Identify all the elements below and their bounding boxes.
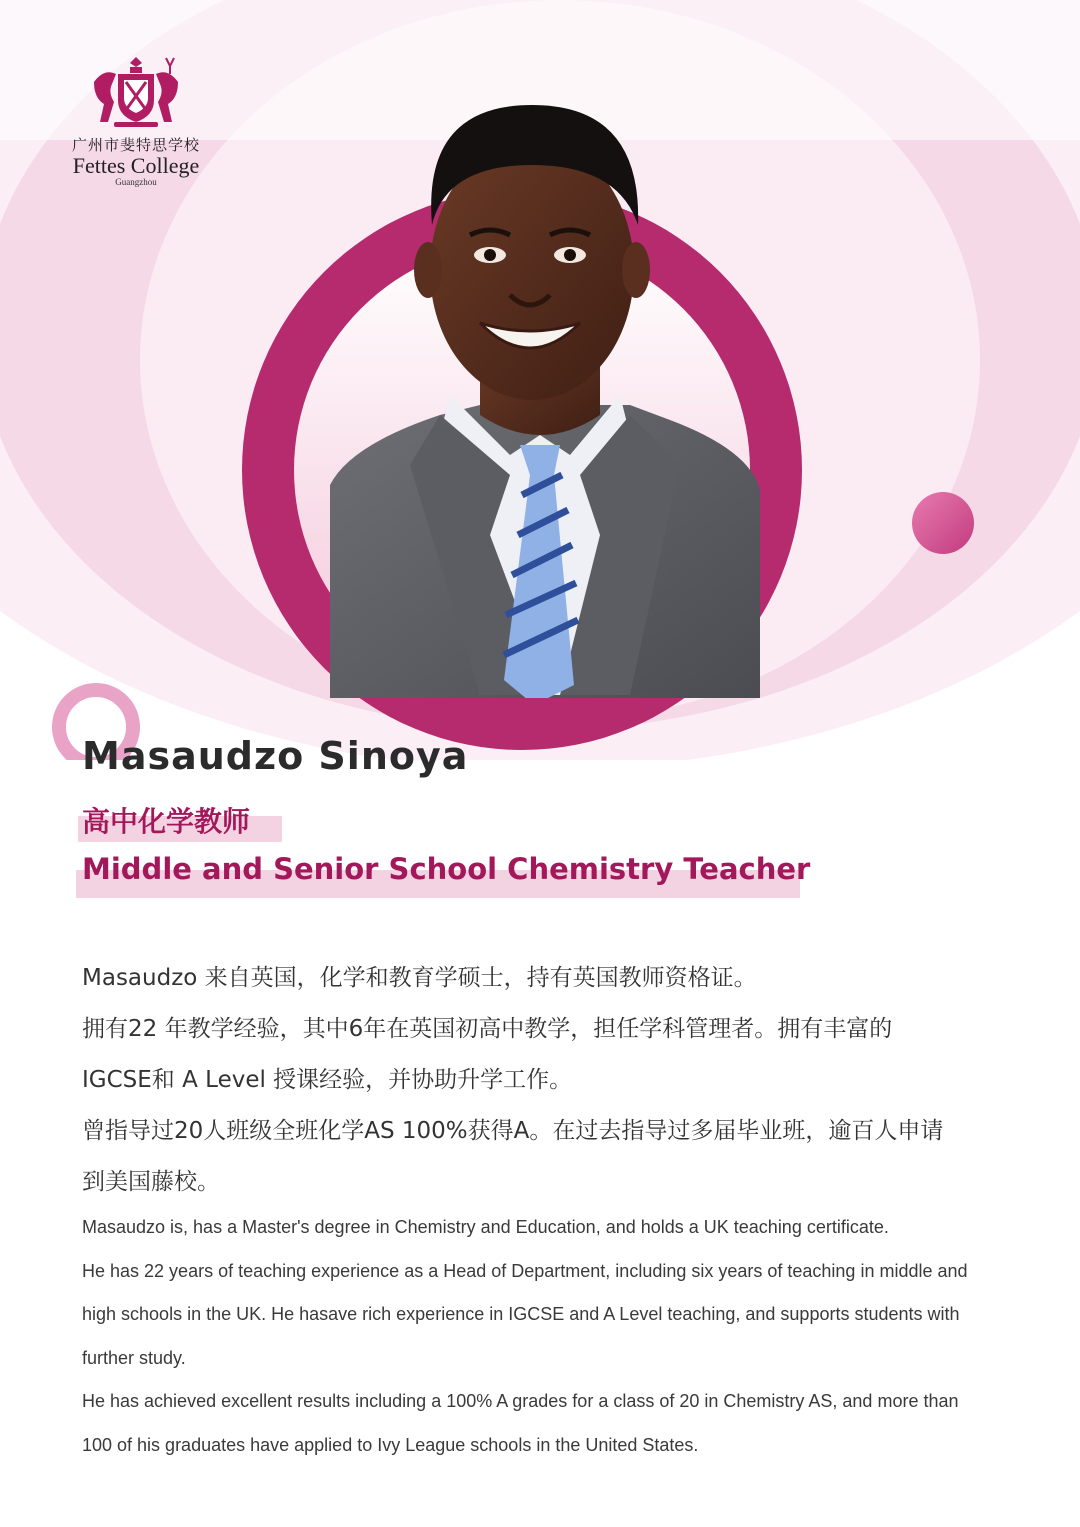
- bio-en-line: Masaudzo is, has a Master's degree in Chemistry and Education, and holds a UK teaching certificate.: [82, 1217, 889, 1237]
- bio-en-line: He has achieved excellent results including a 100% A grades for a class of 20 in Chemistry AS, and more than: [82, 1391, 959, 1411]
- decorative-dot: [912, 492, 974, 554]
- school-logo: [56, 52, 216, 187]
- school-city: Guangzhou: [115, 177, 157, 187]
- teacher-role-cn: 高中化学教师: [82, 805, 251, 838]
- bio-en-line: 100 of his graduates have applied to Ivy League schools in the United States.: [82, 1434, 699, 1455]
- bio-en-line: further study.: [82, 1347, 186, 1368]
- bio-cn-line: IGCSE和 A Level 授课经验，并协助升学工作。: [82, 1067, 573, 1093]
- school-name-cn: 广州市斐特思学校: [71, 136, 200, 154]
- bio-cn-line: 到美国藤校。: [82, 1169, 220, 1195]
- teacher-portrait: [300, 95, 780, 715]
- bio-cn-line: 拥有22 年教学经验，其中6年在英国初高中教学，担任学科管理者。拥有丰富的: [82, 1016, 893, 1042]
- bio-cn: [82, 953, 1042, 1208]
- teacher-name: Masaudzo Sinoya: [82, 734, 469, 778]
- bio-en: [82, 1206, 1042, 1467]
- bio-en-line: He has 22 years of teaching experience as a Head of Department, including six years of teaching in middle and: [82, 1260, 968, 1281]
- bio-en-line: high schools in the UK. He hasave rich experience in IGCSE and A Level teaching, and supports students with: [82, 1304, 960, 1324]
- teacher-role-en: Middle and Senior School Chemistry Teacher: [82, 852, 811, 886]
- school-name-en: Fettes College: [72, 153, 200, 178]
- bio-cn-line: Masaudzo 来自英国，化学和教育学硕士，持有英国教师资格证。: [82, 965, 757, 991]
- school-crest-icon: [86, 52, 186, 132]
- bio-cn-line: 曾指导过20人班级全班化学AS 100%获得A。在过去指导过多届毕业班，逾百人申请: [82, 1118, 944, 1144]
